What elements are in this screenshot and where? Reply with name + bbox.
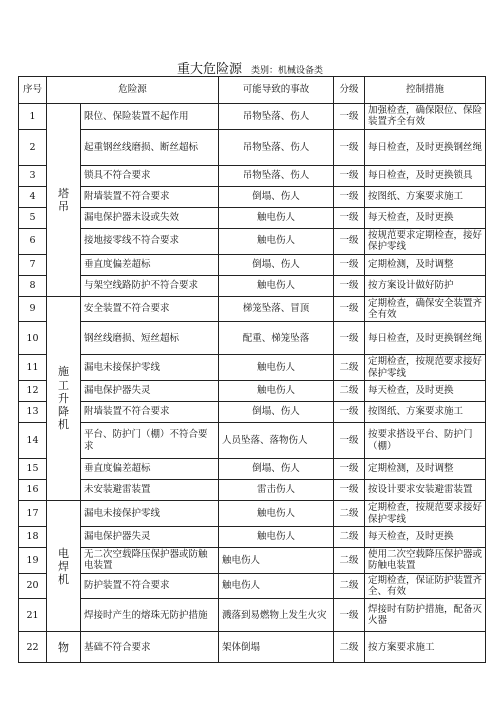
table-row bbox=[19, 480, 486, 501]
category-welder bbox=[47, 501, 81, 632]
category-char: 塔 bbox=[58, 186, 69, 200]
hazard-cell: 附墙装置不符合要求 bbox=[81, 186, 219, 207]
level-cell: 二级 bbox=[334, 501, 365, 527]
hazard-cell: 与架空线路防护不符合要求 bbox=[81, 275, 219, 296]
category-char: 电 bbox=[58, 546, 69, 560]
hazard-cell: 接地接零线不符合要求 bbox=[81, 228, 219, 254]
category-char: 施 bbox=[58, 365, 69, 379]
accident-cell: 触电伤人 bbox=[219, 275, 334, 296]
table-row bbox=[19, 402, 486, 423]
measure-cell: 定期检查，按规范要求接好保护零线 bbox=[365, 355, 486, 381]
hazard-cell: 漏电未接保护零线 bbox=[81, 355, 219, 381]
level-cell: 一级 bbox=[334, 104, 365, 130]
measure-cell: 定期检查，确保安全装置齐全有效 bbox=[365, 296, 486, 322]
row-number: 7 bbox=[19, 254, 47, 275]
hazard-cell: 无二次空载降压保护器或防触电装置 bbox=[81, 547, 219, 573]
row-number: 9 bbox=[19, 296, 47, 322]
row-number: 15 bbox=[19, 459, 47, 480]
accident-cell: 梯笼坠落、冒顶 bbox=[219, 296, 334, 322]
measure-cell: 按要求搭设平台、防护门（棚） bbox=[365, 423, 486, 459]
level-cell: 一级 bbox=[334, 480, 365, 501]
accident-cell: 吊物坠落、伤人 bbox=[219, 165, 334, 186]
measure-cell: 定期检查，保证防护装置齐全、有效 bbox=[365, 573, 486, 599]
row-number: 13 bbox=[19, 402, 47, 423]
measure-cell: 按规范要求定期检查，接好保护零线 bbox=[365, 228, 486, 254]
row-number: 2 bbox=[19, 129, 47, 165]
category-hoist bbox=[47, 296, 81, 501]
table-row bbox=[19, 547, 486, 573]
measure-cell: 每天检查，及时更换 bbox=[365, 207, 486, 228]
table-row bbox=[19, 501, 486, 527]
level-cell: 二级 bbox=[334, 573, 365, 599]
measure-cell: 加强检查，确保限位、保险装置齐全有效 bbox=[365, 104, 486, 130]
hazard-cell: 锁具不符合要求 bbox=[81, 165, 219, 186]
hazard-cell: 安全装置不符合要求 bbox=[81, 296, 219, 322]
table-row bbox=[19, 254, 486, 275]
header-no: 序号 bbox=[19, 77, 47, 104]
table-row bbox=[19, 228, 486, 254]
hazard-cell: 限位、保险装置不起作用 bbox=[81, 104, 219, 130]
row-number: 3 bbox=[19, 165, 47, 186]
row-number: 10 bbox=[19, 322, 47, 355]
accident-cell: 触电伤人 bbox=[219, 547, 334, 573]
level-cell: 二级 bbox=[334, 547, 365, 573]
header-accident: 可能导致的事故 bbox=[219, 77, 334, 104]
table-row bbox=[19, 355, 486, 381]
accident-cell: 人员坠落、落物伤人 bbox=[219, 423, 334, 459]
measure-cell: 按图纸、方案要求施工 bbox=[365, 186, 486, 207]
table-row bbox=[19, 322, 486, 355]
measure-cell: 定期检测，及时调整 bbox=[365, 254, 486, 275]
accident-cell: 倒塌、伤人 bbox=[219, 254, 334, 275]
row-number: 21 bbox=[19, 599, 47, 632]
row-number: 1 bbox=[19, 104, 47, 130]
row-number: 6 bbox=[19, 228, 47, 254]
measure-cell: 按方案设计做好防护 bbox=[365, 275, 486, 296]
accident-cell: 溅落到易燃物上发生火灾 bbox=[219, 599, 334, 632]
row-number: 20 bbox=[19, 573, 47, 599]
level-cell: 一级 bbox=[334, 275, 365, 296]
accident-cell: 倒塌、伤人 bbox=[219, 186, 334, 207]
level-cell: 二级 bbox=[334, 381, 365, 402]
accident-cell: 雷击伤人 bbox=[219, 480, 334, 501]
measure-cell: 焊接时有防护措施，配备灭火器 bbox=[365, 599, 486, 632]
hazard-cell: 防护装置不符合要求 bbox=[81, 573, 219, 599]
table-row bbox=[19, 459, 486, 480]
hazard-cell: 垂直度偏差超标 bbox=[81, 254, 219, 275]
hazard-cell: 焊接时产生的熔珠无防护措施 bbox=[81, 599, 219, 632]
measure-cell: 每天检查，及时更换 bbox=[365, 526, 486, 547]
category-char: 工 bbox=[58, 378, 69, 392]
category-char: 机 bbox=[58, 418, 69, 432]
accident-cell: 吊物坠落、伤人 bbox=[219, 129, 334, 165]
hazard-cell: 平台、防护门（棚）不符合要求 bbox=[81, 423, 219, 459]
measure-cell: 定期检查，按规范要求接好保护零线 bbox=[365, 501, 486, 527]
category-char: 物 bbox=[58, 640, 69, 654]
category-char: 机 bbox=[58, 572, 69, 586]
table-row bbox=[19, 573, 486, 599]
hazard-cell: 漏电未接保护零线 bbox=[81, 501, 219, 527]
accident-cell: 触电伤人 bbox=[219, 355, 334, 381]
measure-cell: 使用二次空载降压保护器或防触电装置 bbox=[365, 547, 486, 573]
header-measure: 控制措施 bbox=[365, 77, 486, 104]
table-row bbox=[19, 296, 486, 322]
level-cell: 二级 bbox=[334, 632, 365, 663]
level-cell: 一级 bbox=[334, 129, 365, 165]
table-row bbox=[19, 526, 486, 547]
hazard-table bbox=[18, 76, 486, 663]
hazard-cell: 基础不符合要求 bbox=[81, 632, 219, 663]
level-cell: 一级 bbox=[334, 322, 365, 355]
hazard-cell: 垂直度偏差超标 bbox=[81, 459, 219, 480]
table-row bbox=[19, 632, 486, 663]
accident-cell: 触电伤人 bbox=[219, 573, 334, 599]
title-main: 重大危险源 bbox=[176, 62, 242, 77]
table-row bbox=[19, 186, 486, 207]
row-number: 4 bbox=[19, 186, 47, 207]
accident-cell: 触电伤人 bbox=[219, 381, 334, 402]
hazard-cell: 漏电保护器失灵 bbox=[81, 526, 219, 547]
accident-cell: 触电伤人 bbox=[219, 207, 334, 228]
table-row bbox=[19, 275, 486, 296]
table-row bbox=[19, 599, 486, 632]
level-cell: 一级 bbox=[334, 207, 365, 228]
measure-cell: 定期检测，及时调整 bbox=[365, 459, 486, 480]
measure-cell: 按图纸、方案要求施工 bbox=[365, 402, 486, 423]
row-number: 5 bbox=[19, 207, 47, 228]
level-cell: 一级 bbox=[334, 228, 365, 254]
document-title bbox=[0, 58, 500, 77]
table-row bbox=[19, 207, 486, 228]
level-cell: 二级 bbox=[334, 355, 365, 381]
measure-cell: 按设计要求安装避雷装置 bbox=[365, 480, 486, 501]
level-cell: 一级 bbox=[334, 423, 365, 459]
category-char: 吊 bbox=[58, 199, 69, 213]
level-cell: 二级 bbox=[334, 526, 365, 547]
row-number: 19 bbox=[19, 547, 47, 573]
level-cell: 一级 bbox=[334, 186, 365, 207]
accident-cell: 吊物坠落、伤人 bbox=[219, 104, 334, 130]
title-category: 类别：机械设备类 bbox=[251, 66, 324, 76]
row-number: 17 bbox=[19, 501, 47, 527]
level-cell: 一级 bbox=[334, 254, 365, 275]
category-tower bbox=[47, 104, 81, 297]
hazard-cell: 钢丝线磨损、短丝超标 bbox=[81, 322, 219, 355]
level-cell: 一级 bbox=[334, 402, 365, 423]
measure-cell: 每日检查，及时更换钢丝绳 bbox=[365, 129, 486, 165]
level-cell: 一级 bbox=[334, 459, 365, 480]
level-cell: 一级 bbox=[334, 599, 365, 632]
accident-cell: 架体倒塌 bbox=[219, 632, 334, 663]
measure-cell: 每天检查，及时更换 bbox=[365, 381, 486, 402]
table-row bbox=[19, 381, 486, 402]
accident-cell: 触电伤人 bbox=[219, 228, 334, 254]
row-number: 8 bbox=[19, 275, 47, 296]
measure-cell: 每日检查，及时更换钢丝绳 bbox=[365, 322, 486, 355]
level-cell: 一级 bbox=[334, 296, 365, 322]
category-char: 降 bbox=[58, 404, 69, 418]
hazard-cell: 起重钢丝线磨损、断丝超标 bbox=[81, 129, 219, 165]
row-number: 16 bbox=[19, 480, 47, 501]
accident-cell: 触电伤人 bbox=[219, 501, 334, 527]
level-cell: 一级 bbox=[334, 165, 365, 186]
category-material bbox=[47, 632, 81, 663]
accident-cell: 倒塌、伤人 bbox=[219, 459, 334, 480]
table-row bbox=[19, 104, 486, 130]
hazard-cell: 漏电保护器未设或失效 bbox=[81, 207, 219, 228]
measure-cell: 每日检查，及时更换锁具 bbox=[365, 165, 486, 186]
row-number: 11 bbox=[19, 355, 47, 381]
header-row bbox=[19, 77, 486, 104]
row-number: 18 bbox=[19, 526, 47, 547]
table-row bbox=[19, 129, 486, 165]
hazard-cell: 附墙装置不符合要求 bbox=[81, 402, 219, 423]
accident-cell: 触电伤人 bbox=[219, 526, 334, 547]
measure-cell: 按方案要求施工 bbox=[365, 632, 486, 663]
header-level: 分级 bbox=[334, 77, 365, 104]
table-row bbox=[19, 165, 486, 186]
table-row bbox=[19, 423, 486, 459]
category-char: 焊 bbox=[58, 559, 69, 573]
accident-cell: 倒塌、伤人 bbox=[219, 402, 334, 423]
row-number: 22 bbox=[19, 632, 47, 663]
accident-cell: 配重、梯笼坠落 bbox=[219, 322, 334, 355]
category-char: 升 bbox=[58, 391, 69, 405]
hazard-cell: 漏电保护器失灵 bbox=[81, 381, 219, 402]
row-number: 12 bbox=[19, 381, 47, 402]
hazard-cell: 未安装避雷装置 bbox=[81, 480, 219, 501]
row-number: 14 bbox=[19, 423, 47, 459]
header-hazard: 危险源 bbox=[47, 77, 219, 104]
